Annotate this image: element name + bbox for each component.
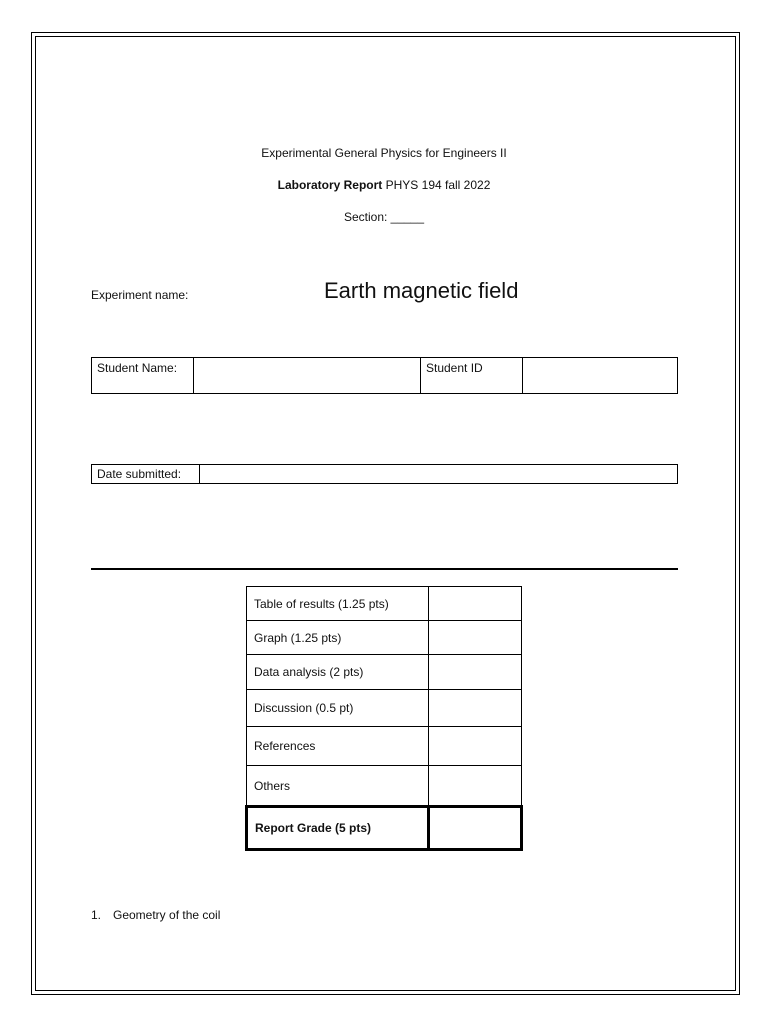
report-heading (0, 178, 768, 192)
list-item-text: Geometry of the coil (113, 908, 221, 922)
date-submitted-table (91, 464, 678, 484)
grade-row-label: Data analysis (2 pts) (247, 655, 429, 690)
grade-table (245, 586, 523, 851)
report-course-code: PHYS 194 fall 2022 (382, 178, 491, 192)
experiment-name-label: Experiment name: (91, 288, 189, 302)
grade-row (247, 621, 522, 655)
student-id-label: Student ID (421, 358, 523, 394)
grade-row (247, 587, 522, 621)
grade-row-label: Others (247, 766, 429, 807)
grade-row (247, 655, 522, 690)
list-item-number: 1. (91, 908, 102, 922)
final-grade-row (247, 807, 522, 850)
course-title: Experimental General Physics for Engineers II (261, 146, 507, 160)
section-line: Section: _____ (343, 210, 425, 224)
grade-row-value[interactable] (429, 655, 522, 690)
list-item (91, 908, 220, 922)
student-info-table (91, 357, 678, 394)
grade-row-value[interactable] (429, 587, 522, 621)
grade-row-label: Graph (1.25 pts) (247, 621, 429, 655)
grade-row (247, 766, 522, 807)
grade-row-label: Table of results (1.25 pts) (247, 587, 429, 621)
final-grade-label: Report Grade (5 pts) (247, 807, 429, 850)
date-submitted-label: Date submitted: (92, 465, 200, 484)
grade-row (247, 690, 522, 727)
student-name-label: Student Name: (92, 358, 194, 394)
grade-row-value[interactable] (429, 690, 522, 727)
grade-row-label: Discussion (0.5 pt) (247, 690, 429, 727)
grade-row-value[interactable] (429, 766, 522, 807)
student-id-field[interactable] (523, 358, 678, 394)
grade-row-value[interactable] (429, 621, 522, 655)
report-label: Laboratory Report (277, 178, 383, 192)
section-divider (91, 568, 678, 570)
grade-row-label: References (247, 727, 429, 766)
date-submitted-field[interactable] (200, 465, 678, 484)
grade-row-value[interactable] (429, 727, 522, 766)
final-grade-value[interactable] (429, 807, 522, 850)
experiment-title: Earth magnetic field (324, 278, 519, 303)
student-name-field[interactable] (194, 358, 421, 394)
grade-row (247, 727, 522, 766)
